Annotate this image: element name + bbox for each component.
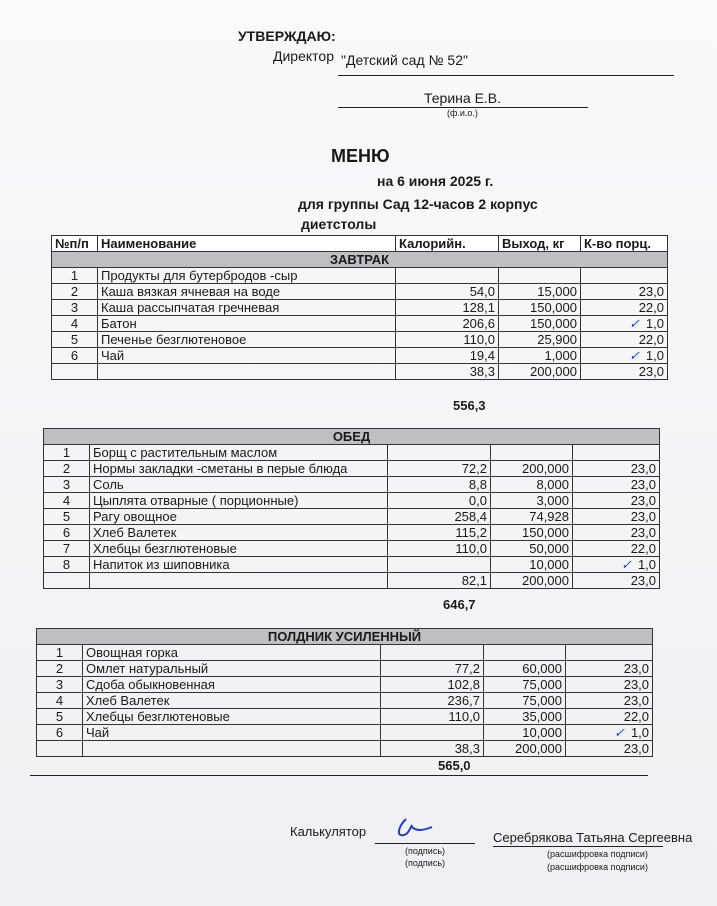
approve-heading: УТВЕРЖДАЮ: — [238, 28, 336, 44]
table-row — [37, 661, 653, 677]
row-number: 4 — [37, 693, 83, 709]
output: 3,000 — [491, 493, 573, 509]
output: 10,000 — [491, 557, 573, 573]
row-number: 8 — [44, 557, 90, 573]
output: 60,000 — [484, 661, 566, 677]
director-line — [338, 75, 674, 76]
row-number: 4 — [44, 493, 90, 509]
row-number: 3 — [44, 477, 90, 493]
output: 200,000 — [491, 573, 573, 589]
checkmark-icon: ✓ — [629, 347, 640, 363]
output: 74,928 — [491, 509, 573, 525]
calculator-label: Калькулятор — [290, 824, 367, 839]
table-row — [52, 300, 668, 316]
table-row — [44, 557, 660, 573]
checkmark-icon: ✓ — [614, 724, 625, 740]
portions: 22,0 — [581, 332, 668, 348]
output: 35,000 — [484, 709, 566, 725]
calories: 82,1 — [388, 573, 491, 589]
calories: 110,0 — [388, 541, 491, 557]
lunch-table — [43, 428, 660, 589]
lunch-title: ОБЕД — [44, 429, 660, 445]
row-number: 5 — [37, 709, 83, 725]
dish-name: Соль — [90, 477, 388, 493]
portions: ✓ 1,0 — [566, 725, 653, 741]
calories: 19,4 — [396, 348, 499, 364]
table-row — [37, 709, 653, 725]
row-number: 6 — [52, 348, 98, 364]
table-row — [44, 509, 660, 525]
dish-name: Каша рассыпчатая гречневая — [98, 300, 396, 316]
table-row — [44, 541, 660, 557]
section-row — [52, 252, 668, 268]
output: 150,000 — [491, 525, 573, 541]
calories: 110,0 — [396, 332, 499, 348]
portions: 23,0 — [573, 509, 660, 525]
calories — [381, 645, 484, 661]
dish-name: Хлеб Валетек — [83, 693, 381, 709]
output: 200,000 — [491, 461, 573, 477]
dish-name: Омлет натуральный — [83, 661, 381, 677]
output: 150,000 — [499, 316, 581, 332]
dish-name: Продукты для бутербродов -сыр — [98, 268, 396, 284]
portions: 23,0 — [581, 364, 668, 380]
table-row — [37, 725, 653, 741]
output: 1,000 — [499, 348, 581, 364]
col-calories: Калорийн. — [396, 236, 499, 252]
calories: 38,3 — [381, 741, 484, 757]
portions: 23,0 — [566, 677, 653, 693]
director-label: Директор — [273, 48, 334, 64]
section-row — [37, 629, 653, 645]
portions — [566, 645, 653, 661]
output: 25,900 — [499, 332, 581, 348]
calories: 258,4 — [388, 509, 491, 525]
dish-name: Печенье безглютеновое — [98, 332, 396, 348]
table-row — [44, 493, 660, 509]
table-row — [44, 461, 660, 477]
col-name: Наименование — [98, 236, 396, 252]
col-output: Выход, кг — [499, 236, 581, 252]
checkmark-icon: ✓ — [621, 556, 632, 572]
portions: 22,0 — [581, 300, 668, 316]
portions: 23,0 — [573, 493, 660, 509]
calories — [381, 725, 484, 741]
dish-name — [90, 573, 388, 589]
col-number: №п/п — [52, 236, 98, 252]
table-row — [44, 525, 660, 541]
table-row — [37, 693, 653, 709]
dish-name — [98, 364, 396, 380]
dish-name: Овощная горка — [83, 645, 381, 661]
row-number: 1 — [37, 645, 83, 661]
decode-caption: (расшифровка подписи) — [547, 849, 648, 859]
dish-name: Хлеб Валетек — [90, 525, 388, 541]
dish-name: Хлебцы безглютеновые — [83, 709, 381, 725]
calories: 102,8 — [381, 677, 484, 693]
output: 8,000 — [491, 477, 573, 493]
dish-name: Каша вязкая ячневая на воде — [98, 284, 396, 300]
row-number: 5 — [44, 509, 90, 525]
row-number: 3 — [37, 677, 83, 693]
fio-caption: (ф.и.о.) — [447, 108, 478, 118]
row-number: 7 — [44, 541, 90, 557]
col-portions: К-во порц. — [581, 236, 668, 252]
output: 50,000 — [491, 541, 573, 557]
output — [499, 268, 581, 284]
row-number: 5 — [52, 332, 98, 348]
output: 200,000 — [484, 741, 566, 757]
portions: 23,0 — [566, 661, 653, 677]
row-number: 1 — [52, 268, 98, 284]
row-number — [37, 741, 83, 757]
portions: ✓ 1,0 — [581, 348, 668, 364]
portions — [573, 445, 660, 461]
decode-caption-2: (расшифровка подписи) — [547, 862, 648, 872]
row-number: 1 — [44, 445, 90, 461]
table-row — [37, 677, 653, 693]
dish-name: Рагу овощное — [90, 509, 388, 525]
calories: 38,3 — [396, 364, 499, 380]
calories: 128,1 — [396, 300, 499, 316]
table-row — [52, 316, 668, 332]
dish-name: Цыплята отварные ( порционные) — [90, 493, 388, 509]
calories — [396, 268, 499, 284]
dish-name: Хлебцы безглютеновые — [90, 541, 388, 557]
calories: 115,2 — [388, 525, 491, 541]
row-number: 2 — [52, 284, 98, 300]
page-title: МЕНЮ — [331, 146, 390, 166]
table-row — [44, 573, 660, 589]
snack-total: 565,0 — [438, 758, 471, 773]
row-number: 6 — [37, 725, 83, 741]
table-row — [44, 445, 660, 461]
output — [491, 445, 573, 461]
portions: 22,0 — [573, 541, 660, 557]
dish-name: Напиток из шиповника — [90, 557, 388, 573]
dish-name: Борщ с растительным маслом — [90, 445, 388, 461]
output — [484, 645, 566, 661]
calculator-name: Серебрякова Татьяна Сергеевна — [493, 830, 693, 845]
output: 75,000 — [484, 677, 566, 693]
row-number — [44, 573, 90, 589]
calories — [388, 445, 491, 461]
table-row — [37, 741, 653, 757]
portions — [581, 268, 668, 284]
dish-name: Нормы закладки -сметаны в перые блюда — [90, 461, 388, 477]
table-row — [52, 268, 668, 284]
name-line — [493, 846, 663, 847]
menu-date: на 6 июня 2025 г. — [377, 173, 494, 189]
portions: 23,0 — [573, 525, 660, 541]
calories — [388, 557, 491, 573]
portions: ✓ 1,0 — [573, 557, 660, 573]
portions: 23,0 — [566, 741, 653, 757]
dish-name: Сдоба обыкновенная — [83, 677, 381, 693]
table-header-row — [52, 236, 668, 252]
output: 75,000 — [484, 693, 566, 709]
portions: 23,0 — [573, 573, 660, 589]
calories: 206,6 — [396, 316, 499, 332]
output: 200,000 — [499, 364, 581, 380]
output: 10,000 — [484, 725, 566, 741]
breakfast-table — [51, 235, 668, 380]
calories: 110,0 — [381, 709, 484, 725]
checkmark-icon: ✓ — [629, 315, 640, 331]
portions: ✓ 1,0 — [581, 316, 668, 332]
portions: 23,0 — [573, 461, 660, 477]
dish-name: Батон — [98, 316, 396, 332]
table-row — [52, 348, 668, 364]
snack-title: ПОЛДНИК УСИЛЕННЫЙ — [37, 629, 653, 645]
row-number — [52, 364, 98, 380]
portions: 23,0 — [581, 284, 668, 300]
table-row — [52, 364, 668, 380]
table-row — [52, 284, 668, 300]
table-row — [52, 332, 668, 348]
calories: 236,7 — [381, 693, 484, 709]
lunch-total: 646,7 — [443, 597, 476, 612]
signature-icon — [392, 813, 440, 843]
divider — [30, 775, 648, 776]
calories: 54,0 — [396, 284, 499, 300]
director-org: "Детский сад № 52" — [341, 52, 468, 68]
row-number: 3 — [52, 300, 98, 316]
table-row — [44, 477, 660, 493]
calories: 0,0 — [388, 493, 491, 509]
signature-line — [375, 843, 475, 844]
calories: 77,2 — [381, 661, 484, 677]
output: 150,000 — [499, 300, 581, 316]
calories: 8,8 — [388, 477, 491, 493]
portions: 22,0 — [566, 709, 653, 725]
row-number: 2 — [44, 461, 90, 477]
section-row — [44, 429, 660, 445]
breakfast-total: 556,3 — [453, 398, 486, 413]
dish-name: Чай — [98, 348, 396, 364]
row-number: 2 — [37, 661, 83, 677]
dish-name — [83, 741, 381, 757]
row-number: 4 — [52, 316, 98, 332]
output: 15,000 — [499, 284, 581, 300]
snack-table — [36, 628, 653, 757]
row-number: 6 — [44, 525, 90, 541]
dish-name: Чай — [83, 725, 381, 741]
breakfast-title: ЗАВТРАК — [52, 252, 668, 268]
portions: 23,0 — [573, 477, 660, 493]
table-row — [37, 645, 653, 661]
signature-caption: (подпись) — [405, 846, 446, 856]
calories: 72,2 — [388, 461, 491, 477]
menu-type: диетстолы — [301, 216, 377, 232]
signature-caption-2: (подпись) — [405, 858, 446, 868]
director-name: Терина Е.В. — [424, 90, 502, 106]
menu-group: для группы Сад 12-часов 2 корпус — [298, 196, 538, 212]
portions: 23,0 — [566, 693, 653, 709]
